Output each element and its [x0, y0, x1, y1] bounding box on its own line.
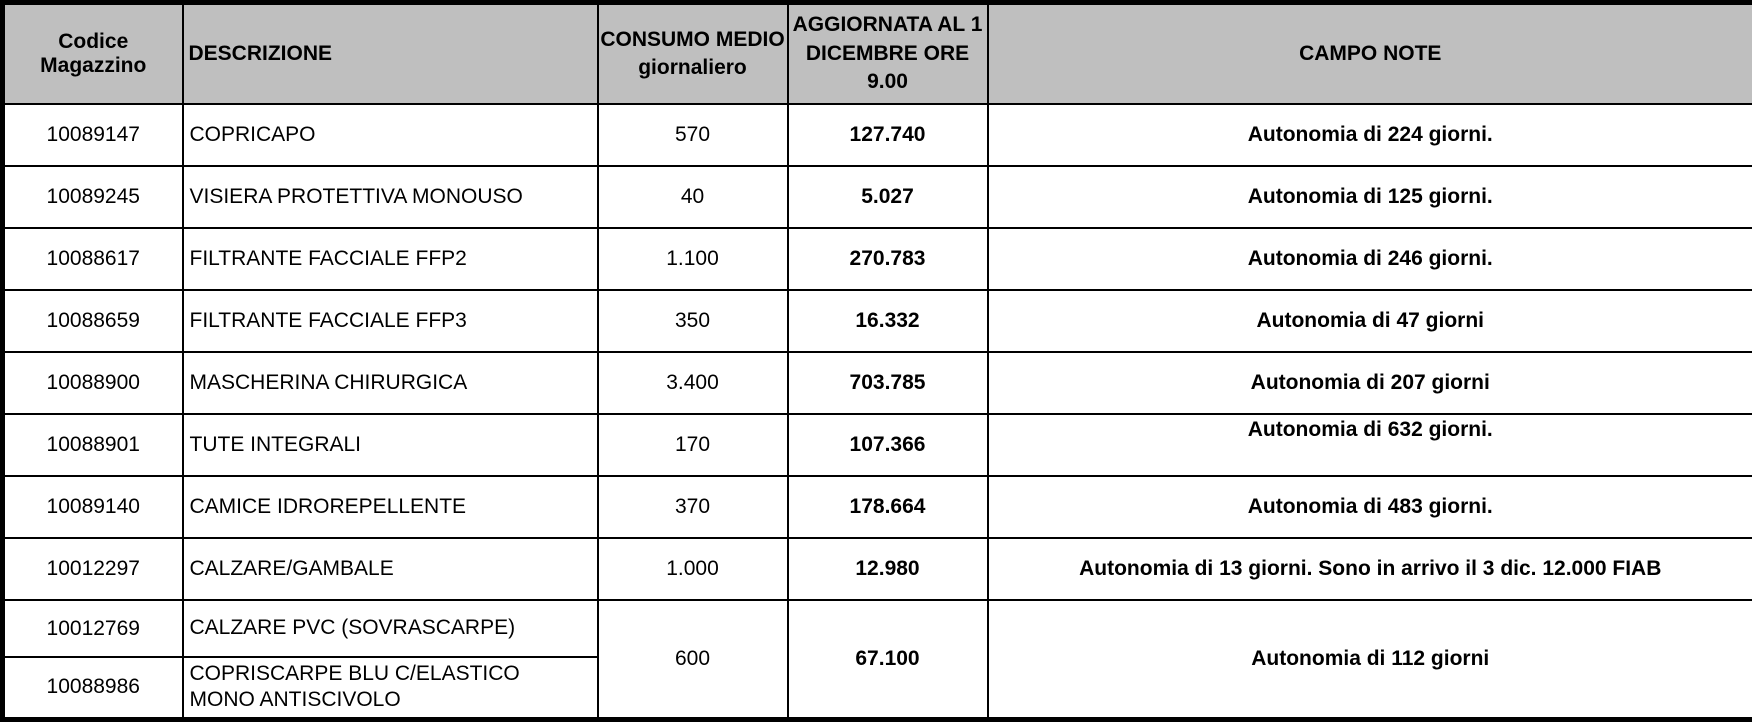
header-codice-magazzino: Codice Magazzino: [3, 3, 183, 105]
cell-aggiornata: 5.027: [788, 166, 988, 228]
cell-campo-note: Autonomia di 207 giorni: [988, 352, 1752, 414]
header-aggiornata-line1: AGGIORNATA AL 1: [792, 13, 983, 37]
table-row: [3, 166, 1752, 228]
cell-descrizione: TUTE INTEGRALI: [183, 414, 598, 476]
cell-campo-note: Autonomia di 483 giorni.: [988, 476, 1752, 538]
cell-codice-magazzino: 10088900: [3, 352, 183, 414]
cell-campo-note: Autonomia di 632 giorni.: [988, 414, 1752, 476]
cell-consumo-medio-merged: 600: [598, 600, 788, 719]
header-consumo-medio: [598, 3, 788, 105]
cell-codice-magazzino: 10089147: [3, 104, 183, 166]
header-aggiornata-line2: DICEMBRE ORE 9.00: [805, 41, 970, 94]
header-descrizione: DESCRIZIONE: [183, 3, 598, 105]
cell-codice-magazzino: 10088659: [3, 290, 183, 352]
table-row: [3, 352, 1752, 414]
cell-campo-note-merged: Autonomia di 112 giorni: [988, 600, 1752, 719]
cell-campo-note: Autonomia di 125 giorni.: [988, 166, 1752, 228]
cell-consumo-medio: 170: [598, 414, 788, 476]
cell-descrizione: FILTRANTE FACCIALE FFP2: [183, 228, 598, 290]
cell-descrizione: CALZARE PVC (SOVRASCARPE): [183, 600, 598, 657]
cell-codice-magazzino: 10012297: [3, 538, 183, 600]
header-campo-note: CAMPO NOTE: [988, 3, 1752, 105]
table-row: [3, 538, 1752, 600]
cell-consumo-medio: 1.000: [598, 538, 788, 600]
cell-campo-note: Autonomia di 13 giorni. Sono in arrivo il 3 dic. 12.000 FIAB: [988, 538, 1752, 600]
cell-descrizione: FILTRANTE FACCIALE FFP3: [183, 290, 598, 352]
cell-aggiornata: 703.785: [788, 352, 988, 414]
header-consumo-line2: giornaliero: [638, 56, 747, 79]
cell-consumo-medio: 350: [598, 290, 788, 352]
cell-codice-magazzino: 10088986: [3, 657, 183, 719]
table-row: [3, 104, 1752, 166]
cell-descrizione: CALZARE/GAMBALE: [183, 538, 598, 600]
table-row: [3, 414, 1752, 476]
cell-descrizione: MASCHERINA CHIRURGICA: [183, 352, 598, 414]
cell-consumo-medio: 570: [598, 104, 788, 166]
cell-aggiornata: 12.980: [788, 538, 988, 600]
cell-campo-note: Autonomia di 47 giorni: [988, 290, 1752, 352]
cell-consumo-medio: 1.100: [598, 228, 788, 290]
cell-aggiornata: 16.332: [788, 290, 988, 352]
table-row: [3, 290, 1752, 352]
header-row: [3, 3, 1752, 105]
cell-codice-magazzino: 10012769: [3, 600, 183, 657]
table-row: [3, 228, 1752, 290]
cell-codice-magazzino: 10088617: [3, 228, 183, 290]
cell-consumo-medio: 40: [598, 166, 788, 228]
cell-descrizione: COPRICAPO: [183, 104, 598, 166]
header-consumo-line1: CONSUMO MEDIO: [600, 27, 785, 51]
cell-aggiornata: 178.664: [788, 476, 988, 538]
header-aggiornata: [788, 3, 988, 105]
cell-aggiornata-merged: 67.100: [788, 600, 988, 719]
cell-consumo-medio: 370: [598, 476, 788, 538]
cell-campo-note: Autonomia di 246 giorni.: [988, 228, 1752, 290]
cell-descrizione: CAMICE IDROREPELLENTE: [183, 476, 598, 538]
cell-descrizione: VISIERA PROTETTIVA MONOUSO: [183, 166, 598, 228]
cell-consumo-medio: 3.400: [598, 352, 788, 414]
cell-campo-note: Autonomia di 224 giorni.: [988, 104, 1752, 166]
cell-codice-magazzino: 10088901: [3, 414, 183, 476]
cell-aggiornata: 127.740: [788, 104, 988, 166]
cell-descrizione: COPRISCARPE BLU C/ELASTICO MONO ANTISCIVOLO: [183, 657, 598, 719]
cell-codice-magazzino: 10089245: [3, 166, 183, 228]
cell-aggiornata: 107.366: [788, 414, 988, 476]
table-header: [3, 3, 1752, 105]
table-row: [3, 600, 1752, 657]
table-row: [3, 476, 1752, 538]
table-body: [3, 104, 1752, 719]
cell-codice-magazzino: 10089140: [3, 476, 183, 538]
cell-aggiornata: 270.783: [788, 228, 988, 290]
